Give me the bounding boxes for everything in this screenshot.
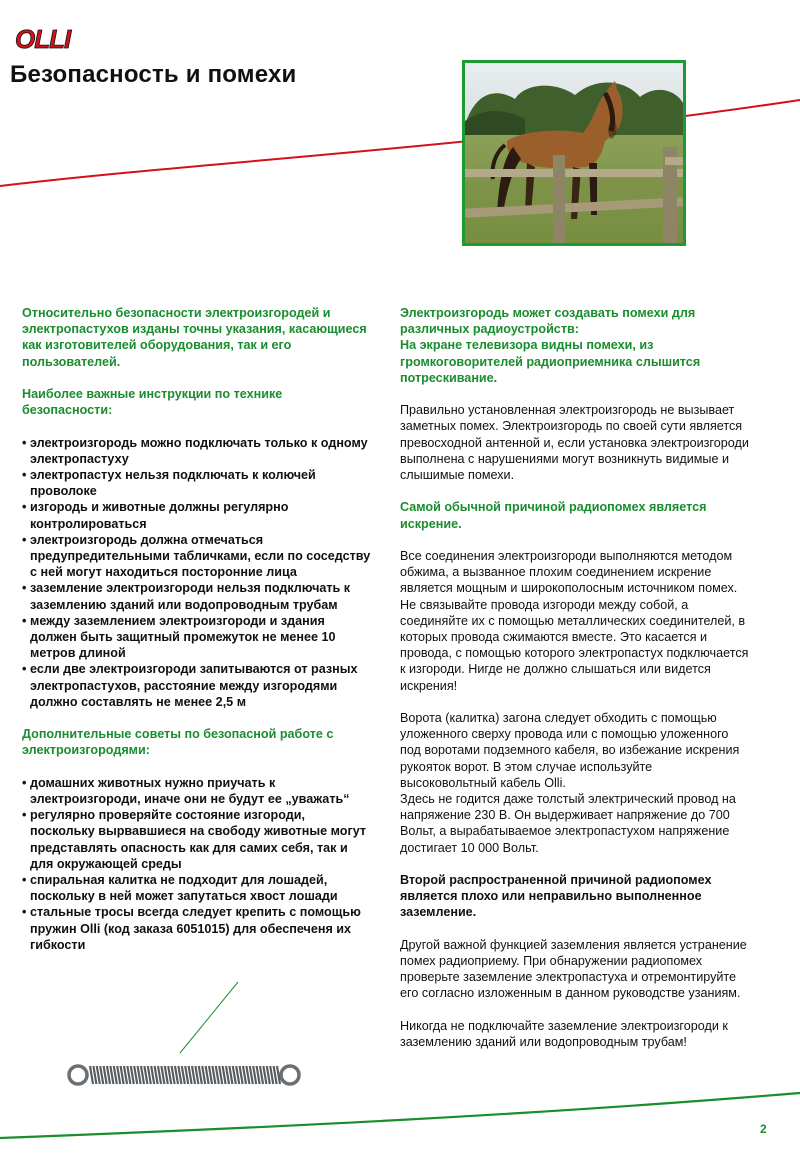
bullet-icon: • xyxy=(22,662,27,677)
bullet-icon: • xyxy=(22,581,27,596)
bullet-icon: • xyxy=(22,808,27,823)
paragraph: Все соединения электроизгороди выполняются методом обжима, а вызванное плохим соединением искрение является мощным и широкополосным источником помех. Не связывайте провода изгороди между собой, а соединяйте их с помощью металлических соединителей, в которых провода сжимаются вместе. Это касается и провода, с помощью которого электропастух подключается к изгороди. Нигде не должно слышаться или видется искрения! xyxy=(400,549,749,693)
interference-column xyxy=(400,305,752,1050)
interference-intro: Электроизгородь может создавать помехи для различных радиоустройств: На экране телевизора видны помехи, из громкоговорителей радиоприемника слышится потрескивание. xyxy=(400,306,701,385)
bullet-icon: • xyxy=(22,873,27,888)
list-item: • электропастух нельзя подключать к колючей проволоке xyxy=(22,468,316,499)
safety-heading: Наиболее важные инструкции по технике безопасности: xyxy=(22,387,283,418)
callout-line xyxy=(180,982,238,1053)
bullet-icon: • xyxy=(22,905,27,920)
bullet-icon: • xyxy=(22,613,27,628)
list-item: • если две электроизгороди запитываются от разных электропастухов, расстояние между изгородями должно составлять не менее 2,5 м xyxy=(22,662,358,709)
sparking-heading: Самой обычной причиной радиопомех является искрение. xyxy=(400,500,707,531)
advice-list xyxy=(22,775,372,953)
list-item: • изгородь и животные должны регулярно контролироваться xyxy=(22,500,289,531)
paragraph: Никогда не подключайте заземление электроизгороди к заземлению зданий или водопроводным трубам! xyxy=(400,1018,728,1050)
paragraph: Другой важной функцией заземления является устранение помех радиоприему. При обнаружении радиопомех проверьте заземление электропастуха и отремонтируйте его согласно изложенным в данном руководстве узаниям. xyxy=(400,937,747,1001)
list-item: • стальные тросы всегда следует крепить с помощью пружин Olli (код заказа 6051015) для обеспеченя их гибкости xyxy=(22,905,361,952)
page-title: Безопасность и помехи xyxy=(10,61,297,88)
grounding-heading: Второй распространенной причиной радиопомех является плохо или неправильно выполненное заземление. xyxy=(400,873,712,920)
spring-image xyxy=(64,1055,304,1095)
paragraph: Правильно установленная электроизгородь не вызывает заметных помех. Электроизгородь по своей сути является превосходной антенной и, если установка электроизгороди выполнена с нарушениями могут возникнуть видимые и слышимые помехи. xyxy=(400,403,749,483)
safety-intro: Относительно безопасности электроизгородей и электропастухов изданы точны указания, касающиеся как изготовителей оборудования, так и его пользователей. xyxy=(22,306,367,369)
bullet-icon: • xyxy=(22,435,27,450)
bullet-icon: • xyxy=(22,775,27,790)
bottom-green-swoosh xyxy=(0,1093,800,1138)
olli-logo xyxy=(12,22,80,54)
safety-list xyxy=(22,435,372,710)
list-item: • между заземлением электроизгороди и здания должен быть защитный промежуток не менее 10 метров длиной xyxy=(22,613,336,661)
list-item: • регулярно проверяйте состояние изгороди, поскольку вырвавшиеся на свободу животные могут представлять опасность как для самих себя, так и для окружающей среды xyxy=(22,808,367,871)
safety-column xyxy=(22,305,372,953)
paragraph: Ворота (калитка) загона следует обходить с помощью уложенного сверху провода или с помощью уложенного под воротами подземного кабеля, во избежание искрения рукояток ворот. В этом случае используйте высоковольтный кабель Olli. Здесь не годится даже толстый электрический провод на напряжение 230 В. Он выдерживает напряжение до 700 Вольт, а вырабатываемое электропастухом напряжение достигает 10 000 Вольт. xyxy=(400,711,740,855)
svg-text:OLLI: OLLI xyxy=(15,24,71,54)
list-item: • спиральная калитка не подходит для лошадей, поскольку в ней может запутаться хвост лошади xyxy=(22,873,338,904)
horse-photo xyxy=(462,60,686,246)
advice-heading: Дополнительные советы по безопасной работе с электроизгородями: xyxy=(22,727,334,758)
bullet-icon: • xyxy=(22,500,27,515)
list-item: • электроизгородь можно подключать только к одному электропастуху xyxy=(22,435,368,466)
list-item: • домашних животных нужно приучать к электроизгороди, иначе они не будут ее „уважать“ xyxy=(22,775,350,807)
list-item: • электроизгородь должна отмечаться предупредительными табличками, если по соседству с ней могут находиться посторонние лица xyxy=(22,532,371,580)
page-number: 2 xyxy=(760,1122,767,1136)
bullet-icon: • xyxy=(22,532,27,547)
list-item: • заземление электроизгороди нельзя подключать к заземлению зданий или водопроводным трубам xyxy=(22,581,351,612)
bullet-icon: • xyxy=(22,468,27,482)
